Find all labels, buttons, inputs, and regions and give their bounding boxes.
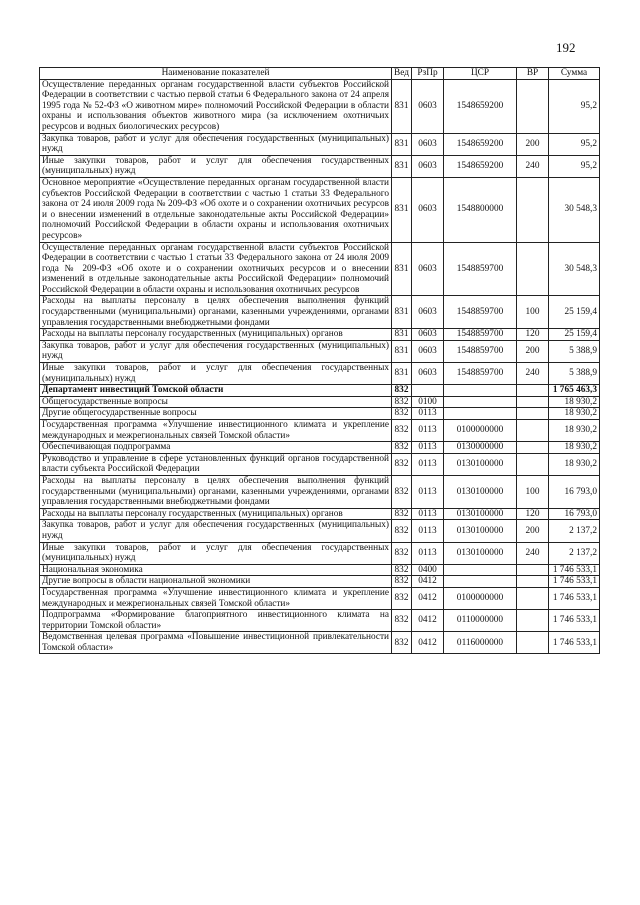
- row-name: Департамент инвестиций Томской области: [40, 385, 392, 397]
- row-name: Ведомственная целевая программа «Повышение инвестиционной привлекательности Томской области»: [40, 632, 392, 654]
- table-row: [40, 296, 600, 329]
- row-rzpr: 0603: [412, 363, 444, 385]
- row-ved: 831: [392, 133, 412, 155]
- row-vr: [517, 408, 549, 420]
- row-rzpr: 0113: [412, 475, 444, 508]
- row-rzpr: 0603: [412, 133, 444, 155]
- row-sum: 95,2: [549, 133, 600, 155]
- row-vr: [517, 632, 549, 654]
- row-sum: 95,2: [549, 79, 600, 133]
- row-ved: 831: [392, 363, 412, 385]
- row-csr: 1548659200: [444, 133, 517, 155]
- row-sum: 1 746 533,1: [549, 564, 600, 576]
- row-sum: 16 793,0: [549, 475, 600, 508]
- row-rzpr: 0113: [412, 453, 444, 475]
- row-rzpr: 0100: [412, 396, 444, 408]
- row-vr: 240: [517, 542, 549, 564]
- row-vr: 100: [517, 296, 549, 329]
- row-ved: 832: [392, 453, 412, 475]
- table-row: [40, 329, 600, 341]
- row-name: Подпрограмма «Формирование благоприятного инвестиционного климата на территории Томской области»: [40, 610, 392, 632]
- row-csr: 0130100000: [444, 508, 517, 520]
- row-sum: 1 746 533,1: [549, 587, 600, 609]
- row-name: Расходы на выплаты персоналу в целях обеспечения выполнения функций государственными (муниципальными) органами, казенными учреждениями, органами управления государственными внебюджетными фондами: [40, 296, 392, 329]
- row-name: Закупка товаров, работ и услуг для обеспечения государственных (муниципальных) нужд: [40, 133, 392, 155]
- row-vr: [517, 587, 549, 609]
- row-csr: 1548659200: [444, 155, 517, 177]
- table-row: [40, 542, 600, 564]
- table-row: [40, 363, 600, 385]
- row-name: Иные закупки товаров, работ и услуг для обеспечения государственных (муниципальных) нужд: [40, 155, 392, 177]
- row-vr: 200: [517, 520, 549, 542]
- row-ved: 831: [392, 177, 412, 242]
- table-row: [40, 79, 600, 133]
- row-vr: [517, 576, 549, 588]
- row-rzpr: 0412: [412, 587, 444, 609]
- row-csr: 1548800000: [444, 177, 517, 242]
- row-sum: 16 793,0: [549, 508, 600, 520]
- row-vr: 100: [517, 475, 549, 508]
- row-name: Национальная экономика: [40, 564, 392, 576]
- table-row: [40, 155, 600, 177]
- table-row: [40, 420, 600, 442]
- table-row: [40, 632, 600, 654]
- row-ved: 832: [392, 475, 412, 508]
- header-name: Наименование показателей: [40, 68, 392, 80]
- row-rzpr: 0603: [412, 242, 444, 296]
- row-ved: 832: [392, 385, 412, 397]
- row-vr: 120: [517, 508, 549, 520]
- row-ved: 831: [392, 296, 412, 329]
- row-ved: 832: [392, 520, 412, 542]
- row-csr: 0130100000: [444, 475, 517, 508]
- row-sum: 1 746 533,1: [549, 576, 600, 588]
- row-csr: 0100000000: [444, 420, 517, 442]
- row-ved: 832: [392, 632, 412, 654]
- row-name: Осуществление переданных органам государственной власти субъектов Российской Федерации в соответствии с частью первой статьи 6 Федерального закона от 24 апреля 1995 года № 52-ФЗ «О животном мире» полномочий Российской Федерации в области охраны и использования объектов животного мира (за исключением охотничьих ресурсов и водных биологических ресурсов): [40, 79, 392, 133]
- row-rzpr: 0603: [412, 79, 444, 133]
- row-vr: [517, 177, 549, 242]
- table-row: [40, 520, 600, 542]
- table-row: [40, 408, 600, 420]
- row-rzpr: 0603: [412, 296, 444, 329]
- row-name: Другие вопросы в области национальной экономики: [40, 576, 392, 588]
- row-name: Осуществление переданных органам государственной власти субъектов Российской Федерации в соответствии с частью 1 статьи 33 Федерального закона от 24 июля 2009 года № 209-ФЗ «Об охоте и о сохранении охотничьих ресурсов и о внесении изменений в отдельные законодательные акты Российской Федерации» полномочий Российской Федерации в области охраны и использования охотничьих ресурсов: [40, 242, 392, 296]
- row-vr: [517, 420, 549, 442]
- row-csr: 0130000000: [444, 442, 517, 454]
- row-sum: 18 930,2: [549, 396, 600, 408]
- table-row: [40, 385, 600, 397]
- row-vr: 200: [517, 340, 549, 362]
- row-ved: 832: [392, 542, 412, 564]
- header-row: [40, 68, 600, 80]
- row-name: Закупка товаров, работ и услуг для обеспечения государственных (муниципальных) нужд: [40, 520, 392, 542]
- row-sum: 30 548,3: [549, 177, 600, 242]
- row-vr: [517, 79, 549, 133]
- table-row: [40, 610, 600, 632]
- table-row: [40, 453, 600, 475]
- row-rzpr: 0113: [412, 508, 444, 520]
- table-row: [40, 242, 600, 296]
- row-ved: 832: [392, 576, 412, 588]
- row-rzpr: 0113: [412, 420, 444, 442]
- row-sum: 25 159,4: [549, 329, 600, 341]
- row-vr: [517, 453, 549, 475]
- table-row: [40, 340, 600, 362]
- row-csr: [444, 576, 517, 588]
- row-vr: 120: [517, 329, 549, 341]
- row-sum: 30 548,3: [549, 242, 600, 296]
- table-row: [40, 442, 600, 454]
- row-sum: 18 930,2: [549, 442, 600, 454]
- header-csr: ЦСР: [444, 68, 517, 80]
- row-csr: [444, 385, 517, 397]
- table-body: [40, 79, 600, 654]
- row-csr: 1548859700: [444, 363, 517, 385]
- row-ved: 831: [392, 79, 412, 133]
- row-name: Иные закупки товаров, работ и услуг для обеспечения государственных (муниципальных) нужд: [40, 363, 392, 385]
- row-sum: 18 930,2: [549, 453, 600, 475]
- row-name: Государственная программа «Улучшение инвестиционного климата и укрепление международных и межрегиональных связей Томской области»: [40, 420, 392, 442]
- row-ved: 832: [392, 420, 412, 442]
- table-row: [40, 396, 600, 408]
- row-sum: 2 137,2: [549, 542, 600, 564]
- row-vr: [517, 385, 549, 397]
- row-name: Расходы на выплаты персоналу государственных (муниципальных) органов: [40, 508, 392, 520]
- row-rzpr: [412, 385, 444, 397]
- row-ved: 832: [392, 442, 412, 454]
- row-csr: 1548859700: [444, 329, 517, 341]
- row-sum: 18 930,2: [549, 408, 600, 420]
- table-row: [40, 475, 600, 508]
- row-csr: 1548659200: [444, 79, 517, 133]
- row-sum: 1 746 533,1: [549, 610, 600, 632]
- header-vr: ВР: [517, 68, 549, 80]
- table-row: [40, 508, 600, 520]
- row-vr: [517, 442, 549, 454]
- row-rzpr: 0113: [412, 520, 444, 542]
- row-name: Основное мероприятие «Осуществление переданных органам государственной власти субъектов Российской Федерации в соответствии с частью 1 статьи 33 Федерального закона от 24 июля 2009 года № 209-ФЗ «Об охоте и о сохранении охотничьих ресурсов и о внесении изменений в отдельные законодательные акты Российской Федерации» полномочий Российской Федерации в области охраны и использования охотничьих ресурсов»: [40, 177, 392, 242]
- row-sum: 2 137,2: [549, 520, 600, 542]
- row-rzpr: 0400: [412, 564, 444, 576]
- row-vr: [517, 396, 549, 408]
- row-sum: 5 388,9: [549, 340, 600, 362]
- row-rzpr: 0412: [412, 610, 444, 632]
- row-ved: 831: [392, 329, 412, 341]
- row-name: Обеспечивающая подпрограмма: [40, 442, 392, 454]
- row-ved: 832: [392, 587, 412, 609]
- row-name: Руководство и управление в сфере установленных функций органов государственной власти субъекта Российской Федерации: [40, 453, 392, 475]
- row-csr: 0130100000: [444, 520, 517, 542]
- row-rzpr: 0603: [412, 155, 444, 177]
- table-row: [40, 564, 600, 576]
- row-ved: 832: [392, 610, 412, 632]
- row-csr: 0130100000: [444, 453, 517, 475]
- row-name: Расходы на выплаты персоналу в целях обеспечения выполнения функций государственными (муниципальными) органами, казенными учреждениями, органами управления государственными внебюджетными фондами: [40, 475, 392, 508]
- row-csr: [444, 396, 517, 408]
- row-ved: 831: [392, 340, 412, 362]
- header-sum: Сумма: [549, 68, 600, 80]
- row-ved: 831: [392, 155, 412, 177]
- table-row: [40, 177, 600, 242]
- row-sum: 1 746 533,1: [549, 632, 600, 654]
- row-name: Общегосударственные вопросы: [40, 396, 392, 408]
- row-sum: 25 159,4: [549, 296, 600, 329]
- budget-table: [39, 67, 600, 654]
- row-ved: 832: [392, 564, 412, 576]
- row-rzpr: 0412: [412, 576, 444, 588]
- row-rzpr: 0412: [412, 632, 444, 654]
- row-vr: [517, 610, 549, 632]
- row-sum: 1 765 463,3: [549, 385, 600, 397]
- row-vr: [517, 564, 549, 576]
- row-csr: 1548859700: [444, 242, 517, 296]
- row-ved: 832: [392, 396, 412, 408]
- row-sum: 95,2: [549, 155, 600, 177]
- table-row: [40, 587, 600, 609]
- row-name: Закупка товаров, работ и услуг для обеспечения государственных (муниципальных) нужд: [40, 340, 392, 362]
- row-ved: 832: [392, 408, 412, 420]
- row-csr: 1548859700: [444, 340, 517, 362]
- row-vr: [517, 242, 549, 296]
- row-rzpr: 0113: [412, 408, 444, 420]
- row-name: Другие общегосударственные вопросы: [40, 408, 392, 420]
- row-csr: 0100000000: [444, 587, 517, 609]
- row-rzpr: 0603: [412, 177, 444, 242]
- row-csr: 0110000000: [444, 610, 517, 632]
- row-ved: 832: [392, 508, 412, 520]
- row-sum: 5 388,9: [549, 363, 600, 385]
- row-vr: 200: [517, 133, 549, 155]
- row-vr: 240: [517, 155, 549, 177]
- row-rzpr: 0603: [412, 340, 444, 362]
- row-name: Государственная программа «Улучшение инвестиционного климата и укрепление международных и межрегиональных связей Томской области»: [40, 587, 392, 609]
- row-csr: 1548859700: [444, 296, 517, 329]
- row-csr: [444, 408, 517, 420]
- row-ved: 831: [392, 242, 412, 296]
- row-csr: 0116000000: [444, 632, 517, 654]
- table-row: [40, 133, 600, 155]
- row-name: Расходы на выплаты персоналу государственных (муниципальных) органов: [40, 329, 392, 341]
- row-sum: 18 930,2: [549, 420, 600, 442]
- row-csr: [444, 564, 517, 576]
- header-rzpr: РзПр: [412, 68, 444, 80]
- page-number: 192: [556, 40, 576, 55]
- table-row: [40, 576, 600, 588]
- row-rzpr: 0113: [412, 442, 444, 454]
- row-vr: 240: [517, 363, 549, 385]
- row-name: Иные закупки товаров, работ и услуг для обеспечения государственных (муниципальных) нужд: [40, 542, 392, 564]
- row-csr: 0130100000: [444, 542, 517, 564]
- row-rzpr: 0113: [412, 542, 444, 564]
- header-ved: Вед: [392, 68, 412, 80]
- row-rzpr: 0603: [412, 329, 444, 341]
